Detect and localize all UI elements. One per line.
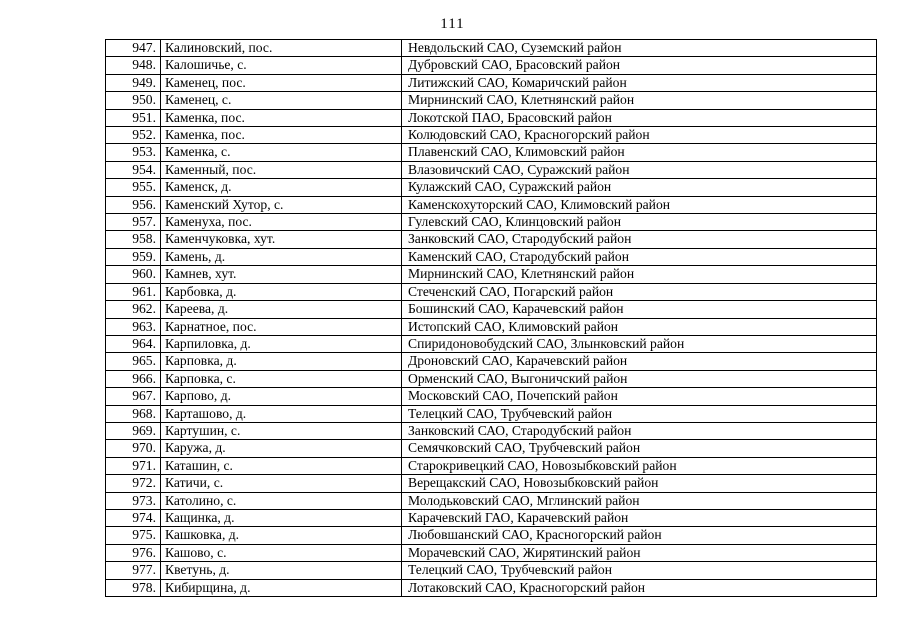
table-row	[106, 248, 877, 265]
table-row	[106, 127, 877, 144]
row-number: 962.	[106, 301, 161, 318]
settlement-name: Калошичье, с.	[161, 57, 402, 74]
settlement-name: Католино, с.	[161, 492, 402, 509]
settlement-name: Кашово, с.	[161, 544, 402, 561]
settlement-name: Каменуха, пос.	[161, 214, 402, 231]
settlement-name: Камнев, хут.	[161, 266, 402, 283]
administrative-district: Верещакский САО, Новозыбковский район	[402, 475, 877, 492]
administrative-district: Лотаковский САО, Красногорский район	[402, 579, 877, 596]
settlement-name: Кашковка, д.	[161, 527, 402, 544]
table-row	[106, 74, 877, 91]
administrative-district: Колюдовский САО, Красногорский район	[402, 127, 877, 144]
administrative-district: Дроновский САО, Карачевский район	[402, 353, 877, 370]
table-row	[106, 353, 877, 370]
administrative-district: Занковский САО, Стародубский район	[402, 422, 877, 439]
table-row	[106, 161, 877, 178]
administrative-district: Влазовичский САО, Суражский район	[402, 161, 877, 178]
administrative-district: Телецкий САО, Трубчевский район	[402, 562, 877, 579]
table-row	[106, 422, 877, 439]
administrative-district: Орменский САО, Выгоничский район	[402, 370, 877, 387]
row-number: 973.	[106, 492, 161, 509]
table-row	[106, 370, 877, 387]
table-row	[106, 231, 877, 248]
table-row	[106, 579, 877, 596]
row-number: 959.	[106, 248, 161, 265]
row-number: 957.	[106, 214, 161, 231]
table-row	[106, 475, 877, 492]
table-row	[106, 266, 877, 283]
row-number: 971.	[106, 457, 161, 474]
settlement-name: Кветунь, д.	[161, 562, 402, 579]
row-number: 951.	[106, 109, 161, 126]
administrative-district: Телецкий САО, Трубчевский район	[402, 405, 877, 422]
settlement-name: Каташин, с.	[161, 457, 402, 474]
administrative-district: Истопский САО, Климовский район	[402, 318, 877, 335]
row-number: 954.	[106, 161, 161, 178]
administrative-district: Занковский САО, Стародубский район	[402, 231, 877, 248]
administrative-district: Каменский САО, Стародубский район	[402, 248, 877, 265]
table-row	[106, 196, 877, 213]
row-number: 949.	[106, 74, 161, 91]
table-row	[106, 440, 877, 457]
row-number: 956.	[106, 196, 161, 213]
administrative-district: Кулажский САО, Суражский район	[402, 179, 877, 196]
administrative-district: Дубровский САО, Брасовский район	[402, 57, 877, 74]
settlement-name: Каменск, д.	[161, 179, 402, 196]
settlement-name: Картушин, с.	[161, 422, 402, 439]
row-number: 975.	[106, 527, 161, 544]
row-number: 974.	[106, 509, 161, 526]
row-number: 963.	[106, 318, 161, 335]
administrative-district: Любовшанский САО, Красногорский район	[402, 527, 877, 544]
row-number: 960.	[106, 266, 161, 283]
settlement-name: Кащинка, д.	[161, 509, 402, 526]
table-row	[106, 109, 877, 126]
settlement-table-body	[106, 40, 877, 597]
settlement-name: Карбовка, д.	[161, 283, 402, 300]
settlement-name: Каружа, д.	[161, 440, 402, 457]
settlement-name: Карнатное, пос.	[161, 318, 402, 335]
table-row	[106, 492, 877, 509]
administrative-district: Спиридоновобудский САО, Злынковский район	[402, 335, 877, 352]
row-number: 955.	[106, 179, 161, 196]
settlement-name: Карташово, д.	[161, 405, 402, 422]
settlement-name: Карповка, д.	[161, 353, 402, 370]
settlement-name: Карпово, д.	[161, 388, 402, 405]
settlement-name: Каменчуковка, хут.	[161, 231, 402, 248]
administrative-district: Литижский САО, Комаричский район	[402, 74, 877, 91]
row-number: 965.	[106, 353, 161, 370]
row-number: 972.	[106, 475, 161, 492]
administrative-district: Невдольский САО, Суземский район	[402, 40, 877, 57]
administrative-district: Молодьковский САО, Мглинский район	[402, 492, 877, 509]
row-number: 958.	[106, 231, 161, 248]
settlement-name: Каменец, с.	[161, 92, 402, 109]
administrative-district: Московский САО, Почепский район	[402, 388, 877, 405]
settlement-name: Кареева, д.	[161, 301, 402, 318]
administrative-district: Карачевский ГАО, Карачевский район	[402, 509, 877, 526]
row-number: 977.	[106, 562, 161, 579]
table-row	[106, 318, 877, 335]
row-number: 964.	[106, 335, 161, 352]
table-row	[106, 283, 877, 300]
row-number: 967.	[106, 388, 161, 405]
settlement-name: Каменка, пос.	[161, 127, 402, 144]
table-row	[106, 405, 877, 422]
settlement-name: Каменец, пос.	[161, 74, 402, 91]
row-number: 976.	[106, 544, 161, 561]
table-row	[106, 301, 877, 318]
settlement-name: Каменка, с.	[161, 144, 402, 161]
table-row	[106, 527, 877, 544]
row-number: 952.	[106, 127, 161, 144]
settlement-name: Карповка, с.	[161, 370, 402, 387]
table-row	[106, 92, 877, 109]
administrative-district: Семячковский САО, Трубчевский район	[402, 440, 877, 457]
table-row	[106, 40, 877, 57]
administrative-district: Стеченский САО, Погарский район	[402, 283, 877, 300]
administrative-district: Локотской ПАО, Брасовский район	[402, 109, 877, 126]
row-number: 948.	[106, 57, 161, 74]
administrative-district: Бошинский САО, Карачевский район	[402, 301, 877, 318]
table-row	[106, 457, 877, 474]
table-row	[106, 57, 877, 74]
settlement-name: Каменка, пос.	[161, 109, 402, 126]
row-number: 950.	[106, 92, 161, 109]
settlement-name: Каменский Хутор, с.	[161, 196, 402, 213]
table-row	[106, 544, 877, 561]
administrative-district: Гулевский САО, Клинцовский район	[402, 214, 877, 231]
row-number: 970.	[106, 440, 161, 457]
settlement-table	[105, 39, 877, 597]
settlement-name: Кибирщина, д.	[161, 579, 402, 596]
table-row	[106, 388, 877, 405]
administrative-district: Мирнинский САО, Клетнянский район	[402, 92, 877, 109]
administrative-district: Каменскохуторский САО, Климовский район	[402, 196, 877, 213]
administrative-district: Морачевский САО, Жирятинский район	[402, 544, 877, 561]
administrative-district: Старокривецкий САО, Новозыбковский район	[402, 457, 877, 474]
row-number: 969.	[106, 422, 161, 439]
row-number: 978.	[106, 579, 161, 596]
table-row	[106, 335, 877, 352]
settlement-name: Катичи, с.	[161, 475, 402, 492]
table-row	[106, 562, 877, 579]
administrative-district: Плавенский САО, Климовский район	[402, 144, 877, 161]
settlement-name: Камень, д.	[161, 248, 402, 265]
row-number: 947.	[106, 40, 161, 57]
settlement-name: Калиновский, пос.	[161, 40, 402, 57]
table-row	[106, 214, 877, 231]
settlement-name: Карпиловка, д.	[161, 335, 402, 352]
row-number: 953.	[106, 144, 161, 161]
row-number: 966.	[106, 370, 161, 387]
table-row	[106, 509, 877, 526]
administrative-district: Мирнинский САО, Клетнянский район	[402, 266, 877, 283]
row-number: 961.	[106, 283, 161, 300]
row-number: 968.	[106, 405, 161, 422]
settlement-name: Каменный, пос.	[161, 161, 402, 178]
table-row	[106, 144, 877, 161]
page-number: 111	[440, 16, 465, 32]
table-row	[106, 179, 877, 196]
